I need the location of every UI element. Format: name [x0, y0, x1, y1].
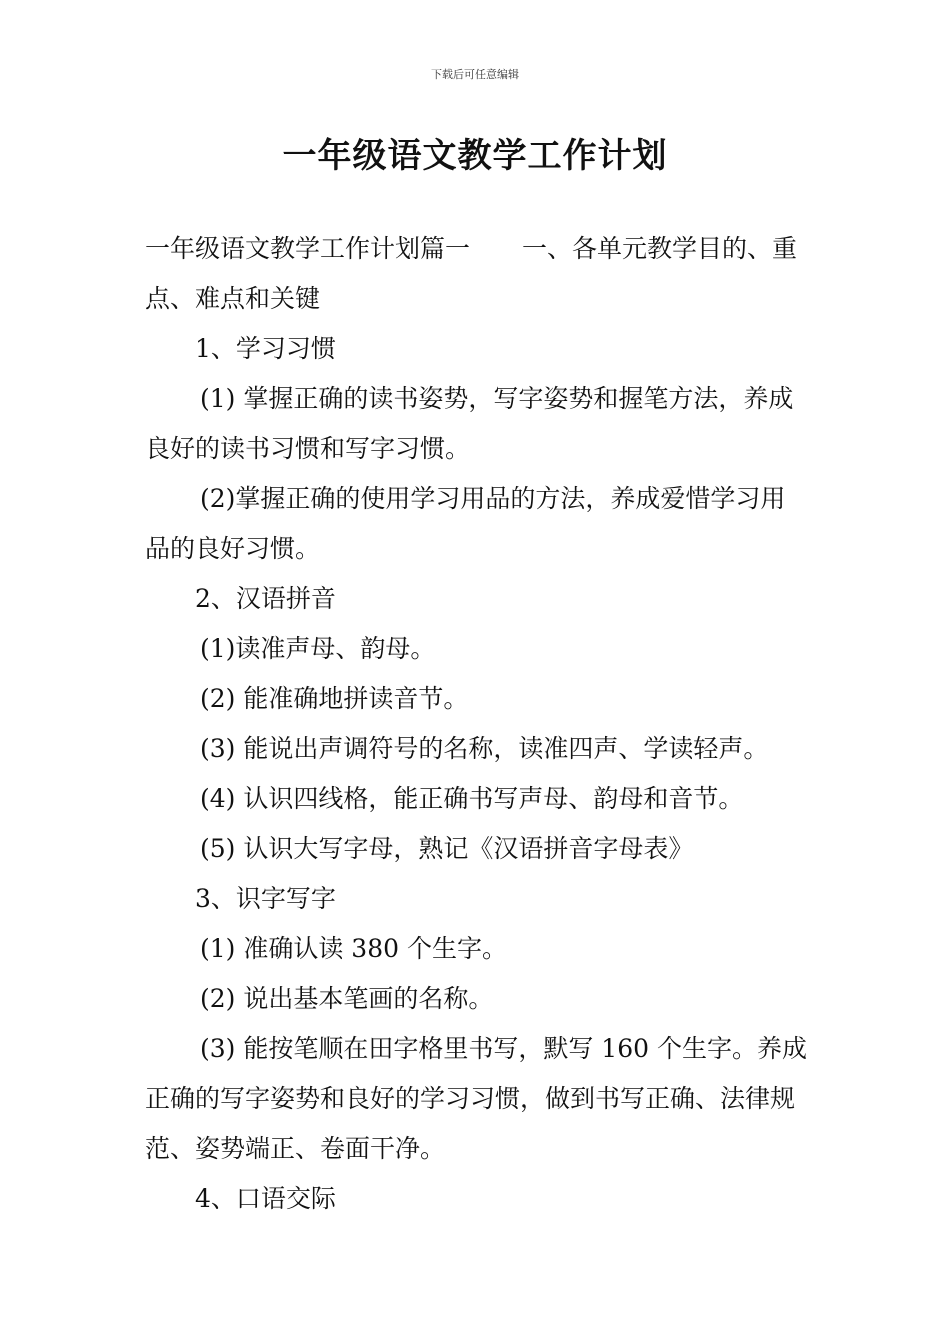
intro-paragraph: [145, 224, 810, 324]
intro-part-2: 一、各单元教学目的、重点、难点和关键: [145, 234, 798, 313]
section-item: (3) 能按笔顺在田字格里书写，默写 160 个生字。养成正确的写字姿势和良好的学习习惯，做到书写正确、法律规范、姿势端正、卷面干净。: [145, 1034, 807, 1163]
section-item: (1) 掌握正确的读书姿势，写字姿势和握笔方法，养成良好的读书习惯和写字习惯。: [145, 384, 794, 463]
section-item: (1)读准声母、韵母。: [200, 634, 436, 663]
document-body: [145, 224, 810, 1224]
section-heading: 1、学习习惯: [195, 334, 336, 363]
section-heading: 4、口语交际: [195, 1184, 336, 1213]
section-item: (2)掌握正确的使用学习用品的方法，养成爱惜学习用品的良好习惯。: [145, 484, 786, 563]
section-item: (2) 说出基本笔画的名称。: [200, 984, 494, 1013]
section-heading: 3、识字写字: [195, 884, 336, 913]
section-item: (3) 能说出声调符号的名称，读准四声、学读轻声。: [200, 734, 769, 763]
section-item: (5) 认识大写字母，熟记《汉语拼音字母表》: [200, 834, 694, 863]
section-item: (1) 准确认读 380 个生字。: [200, 934, 507, 963]
section-heading: 2、汉语拼音: [195, 584, 336, 613]
section-item: (4) 认识四线格，能正确书写声母、韵母和音节。: [200, 784, 744, 813]
intro-part-1: 一年级语文教学工作计划篇一: [145, 234, 471, 263]
header-note: 下载后可任意编辑: [431, 68, 519, 81]
document-title: 一年级语文教学工作计划: [282, 136, 668, 176]
section-item: (2) 能准确地拼读音节。: [200, 684, 469, 713]
